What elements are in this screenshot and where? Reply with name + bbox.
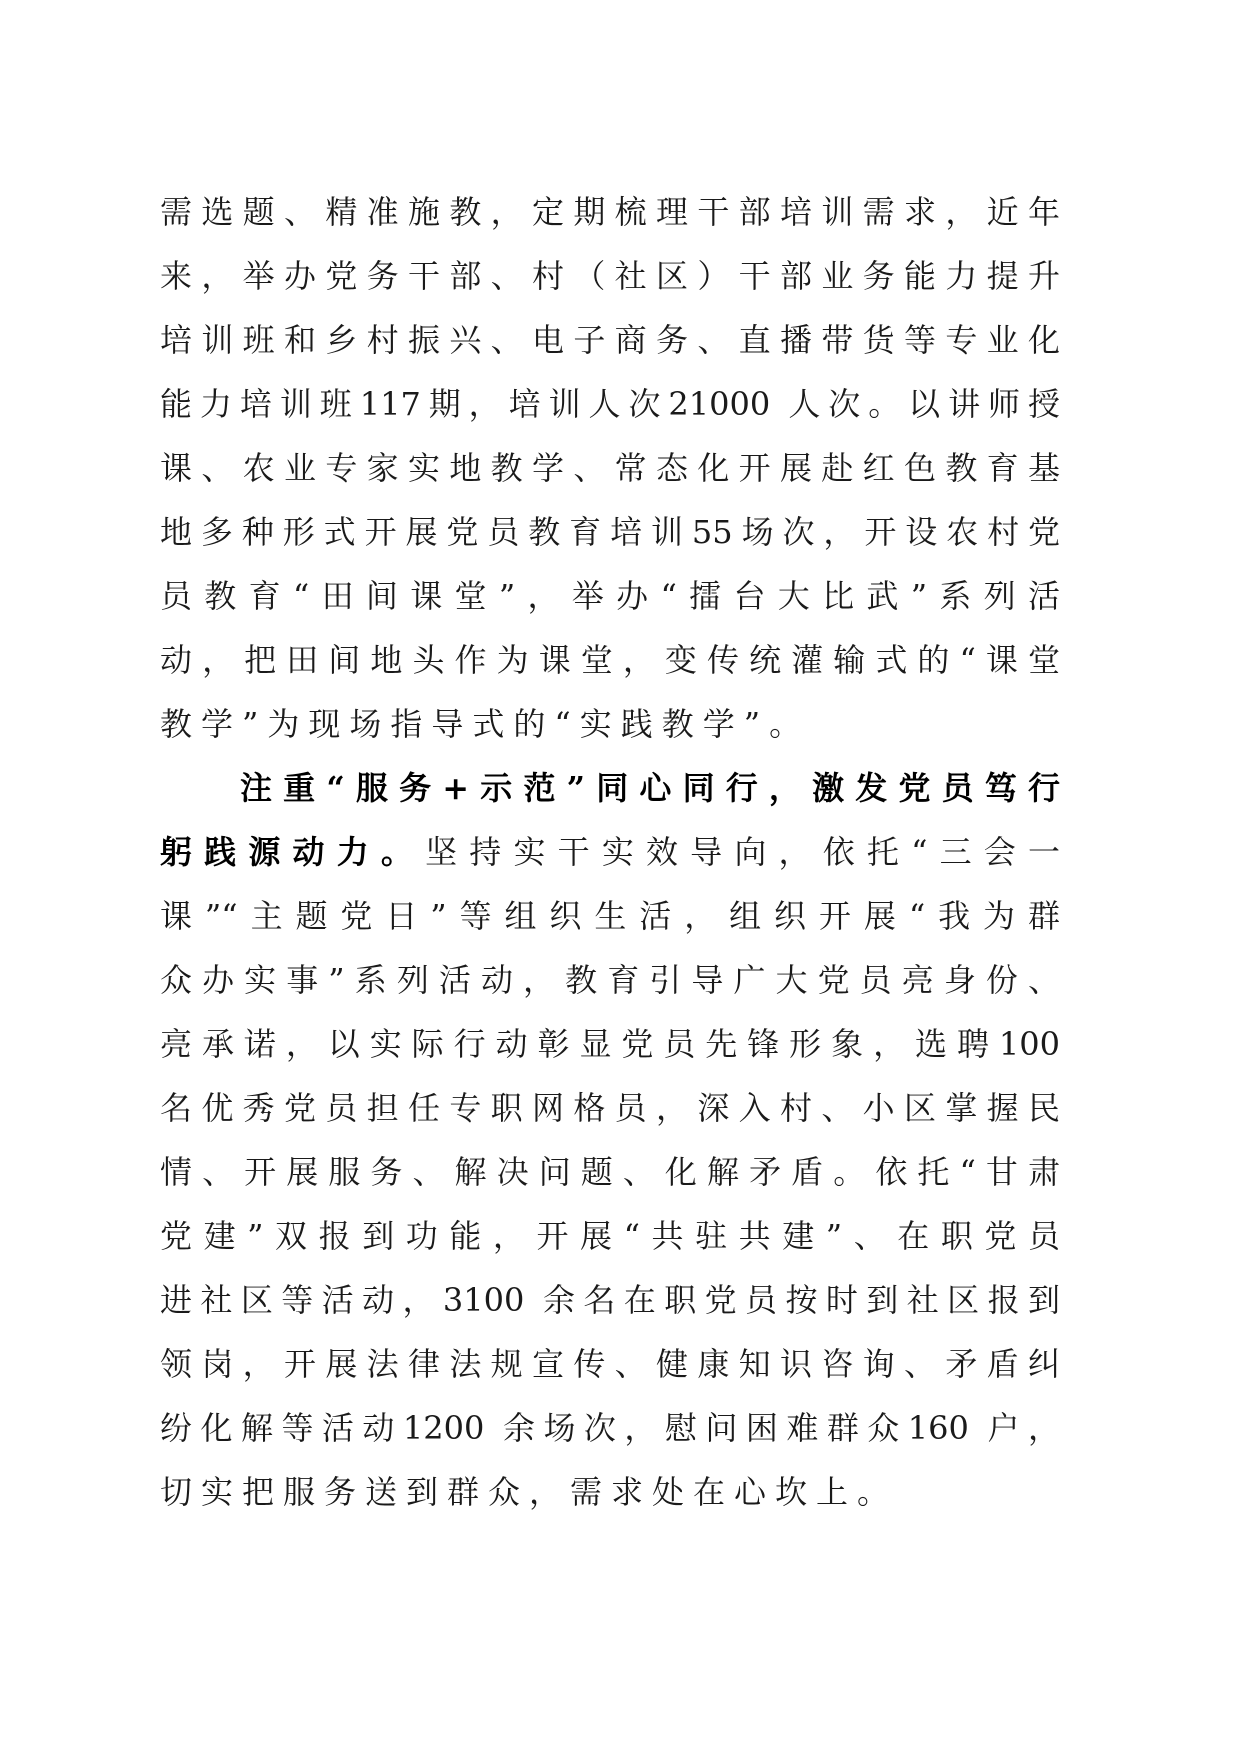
text-line: 能力培训班117期，培训人次21000 人次。以讲师授 — [160, 385, 1060, 423]
text-line: 员教育“田间课堂”，举办“擂台大比武”系列活 — [160, 577, 1060, 615]
text-line: 需选题、精准施教，定期梳理干部培训需求，近年 — [160, 193, 1060, 231]
text-line: 党建”双报到功能，开展“共驻共建”、在职党员 — [160, 1217, 1060, 1255]
text-line: 领岗，开展法律法规宣传、健康知识咨询、矛盾纠 — [160, 1345, 1060, 1383]
section-heading: 注重“服务+示范”同心同行，激发党员笃行 — [240, 769, 1060, 807]
text-line — [160, 820, 1060, 884]
text-line: 亮承诺，以实际行动彰显党员先锋形象，选聘100 — [160, 1025, 1060, 1063]
text-line: 课”“主题党日”等组织生活，组织开展“我为群 — [160, 897, 1060, 935]
document-body — [160, 180, 1060, 1524]
text-line: 培训班和乡村振兴、电子商务、直播带货等专业化 — [160, 321, 1060, 359]
text-line: 纷化解等活动1200 余场次，慰问困难群众160 户， — [160, 1409, 1060, 1447]
paragraph-service — [160, 756, 1060, 1524]
text-line: 名优秀党员担任专职网格员，深入村、小区掌握民 — [160, 1089, 1060, 1127]
section-heading-end: 躬践源动力。 — [160, 833, 426, 871]
text-line: 切实把服务送到群众，需求处在心坎上。 — [160, 1473, 899, 1511]
text-line: 动，把田间地头作为课堂，变传统灌输式的“课堂 — [160, 641, 1060, 679]
text-line: 教学”为现场指导式的“实践教学”。 — [160, 705, 811, 743]
text-line: 进社区等活动，3100 余名在职党员按时到社区报到 — [160, 1281, 1060, 1319]
text-line-rest: 坚持实干实效导向，依托“三会一 — [425, 833, 1060, 871]
text-line: 课、农业专家实地教学、常态化开展赴红色教育基 — [160, 449, 1060, 487]
text-line: 地多种形式开展党员教育培训55场次，开设农村党 — [160, 513, 1060, 551]
text-line: 来，举办党务干部、村（社区）干部业务能力提升 — [160, 257, 1060, 295]
text-line: 众办实事”系列活动，教育引导广大党员亮身份、 — [160, 961, 1060, 999]
text-line: 情、开展服务、解决问题、化解矛盾。依托“甘肃 — [160, 1153, 1060, 1191]
paragraph-training — [160, 180, 1060, 756]
